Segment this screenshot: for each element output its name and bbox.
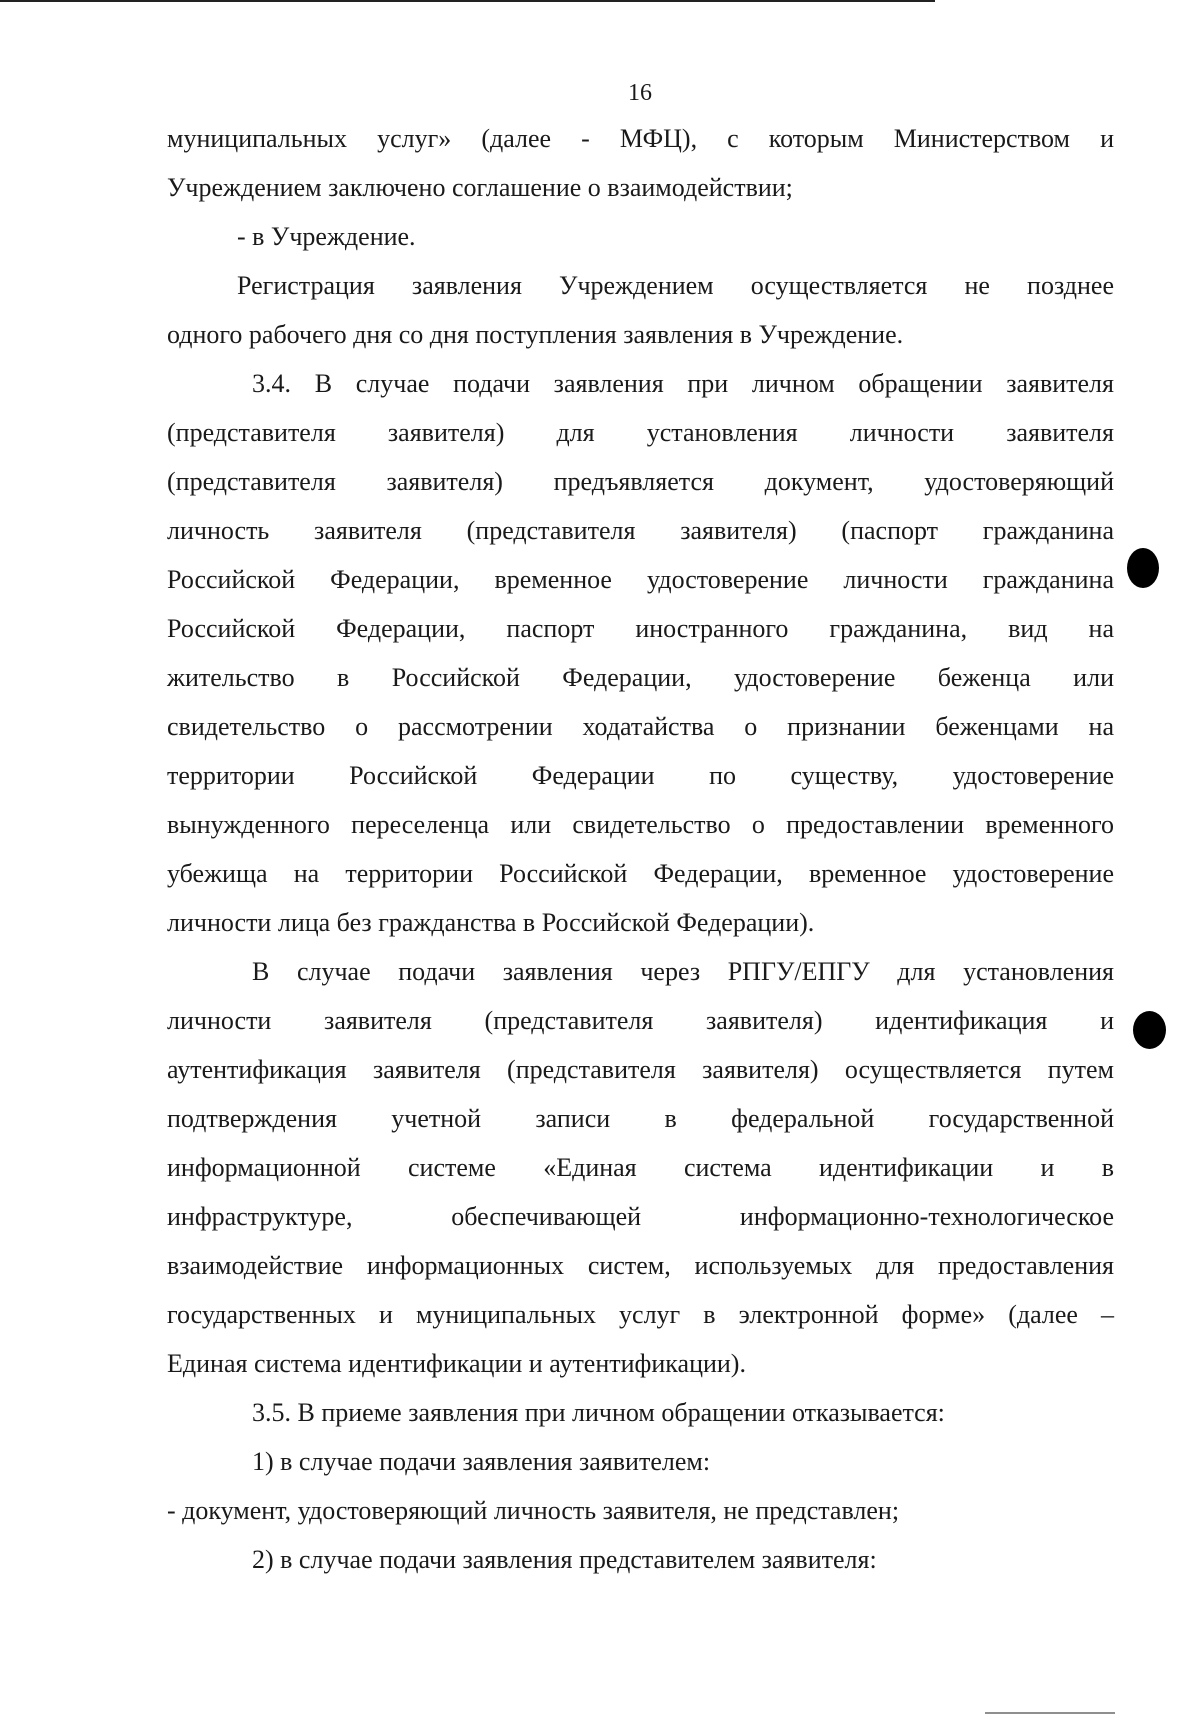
text-line: Российской Федерации, паспорт иностранного гражданина, вид на bbox=[167, 614, 1114, 643]
text-line: (представителя заявителя) предъявляется документ, удостоверяющий bbox=[167, 467, 1114, 496]
text-line: - документ, удостоверяющий личность заявителя, не представлен; bbox=[167, 1496, 900, 1525]
text-line: Российской Федерации, временное удостоверение личности гражданина bbox=[167, 565, 1114, 594]
text-line: подтверждения учетной записи в федеральной государственной bbox=[167, 1104, 1114, 1133]
punch-hole-mark bbox=[1127, 548, 1159, 588]
punch-hole-mark bbox=[1133, 1011, 1166, 1049]
text-line: аутентификация заявителя (представителя заявителя) осуществляется путем bbox=[167, 1055, 1114, 1084]
text-line: 3.4. В случае подачи заявления при личном обращении заявителя bbox=[252, 369, 1114, 398]
text-line: территории Российской Федерации по существу, удостоверение bbox=[167, 761, 1114, 790]
text-line: Учреждением заключено соглашение о взаимодействии; bbox=[167, 173, 793, 202]
text-line: вынужденного переселенца или свидетельство о предоставлении временного bbox=[167, 810, 1114, 839]
text-line: взаимодействие информационных систем, используемых для предоставления bbox=[167, 1251, 1114, 1280]
text-line: личности заявителя (представителя заявителя) идентификация и bbox=[167, 1006, 1114, 1035]
text-line: личности лица без гражданства в Российской Федерации). bbox=[167, 908, 815, 937]
text-line: В случае подачи заявления через РПГУ/ЕПГУ для установления bbox=[252, 957, 1114, 986]
text-line: свидетельство о рассмотрении ходатайства о признании беженцами на bbox=[167, 712, 1114, 741]
text-line: (представителя заявителя) для установления личности заявителя bbox=[167, 418, 1114, 447]
text-line: одного рабочего дня со дня поступления заявления в Учреждение. bbox=[167, 320, 904, 349]
text-line: государственных и муниципальных услуг в электронной форме» (далее – bbox=[167, 1300, 1114, 1329]
text-line: Единая система идентификации и аутентификации). bbox=[167, 1349, 746, 1378]
text-line: жительство в Российской Федерации, удостоверение беженца или bbox=[167, 663, 1114, 692]
text-line: 2) в случае подачи заявления представителем заявителя: bbox=[252, 1545, 877, 1574]
text-line: муниципальных услуг» (далее - МФЦ), с которым Министерством и bbox=[167, 124, 1114, 153]
text-line: - в Учреждение. bbox=[237, 222, 416, 251]
text-line: информационной системе «Единая система идентификации и в bbox=[167, 1153, 1114, 1182]
page-number: 16 bbox=[628, 80, 652, 106]
text-line: Регистрация заявления Учреждением осуществляется не позднее bbox=[237, 271, 1114, 300]
bottom-scan-rule bbox=[985, 1712, 1115, 1714]
text-line: 1) в случае подачи заявления заявителем: bbox=[252, 1447, 711, 1476]
text-line: убежища на территории Российской Федерации, временное удостоверение bbox=[167, 859, 1114, 888]
text-line: 3.5. В приеме заявления при личном обращении отказывается: bbox=[252, 1398, 945, 1427]
text-line: личность заявителя (представителя заявителя) (паспорт гражданина bbox=[167, 516, 1114, 545]
top-scan-rule bbox=[0, 0, 935, 2]
text-line: инфраструктуре, обеспечивающей информационно-технологическое bbox=[167, 1202, 1114, 1231]
